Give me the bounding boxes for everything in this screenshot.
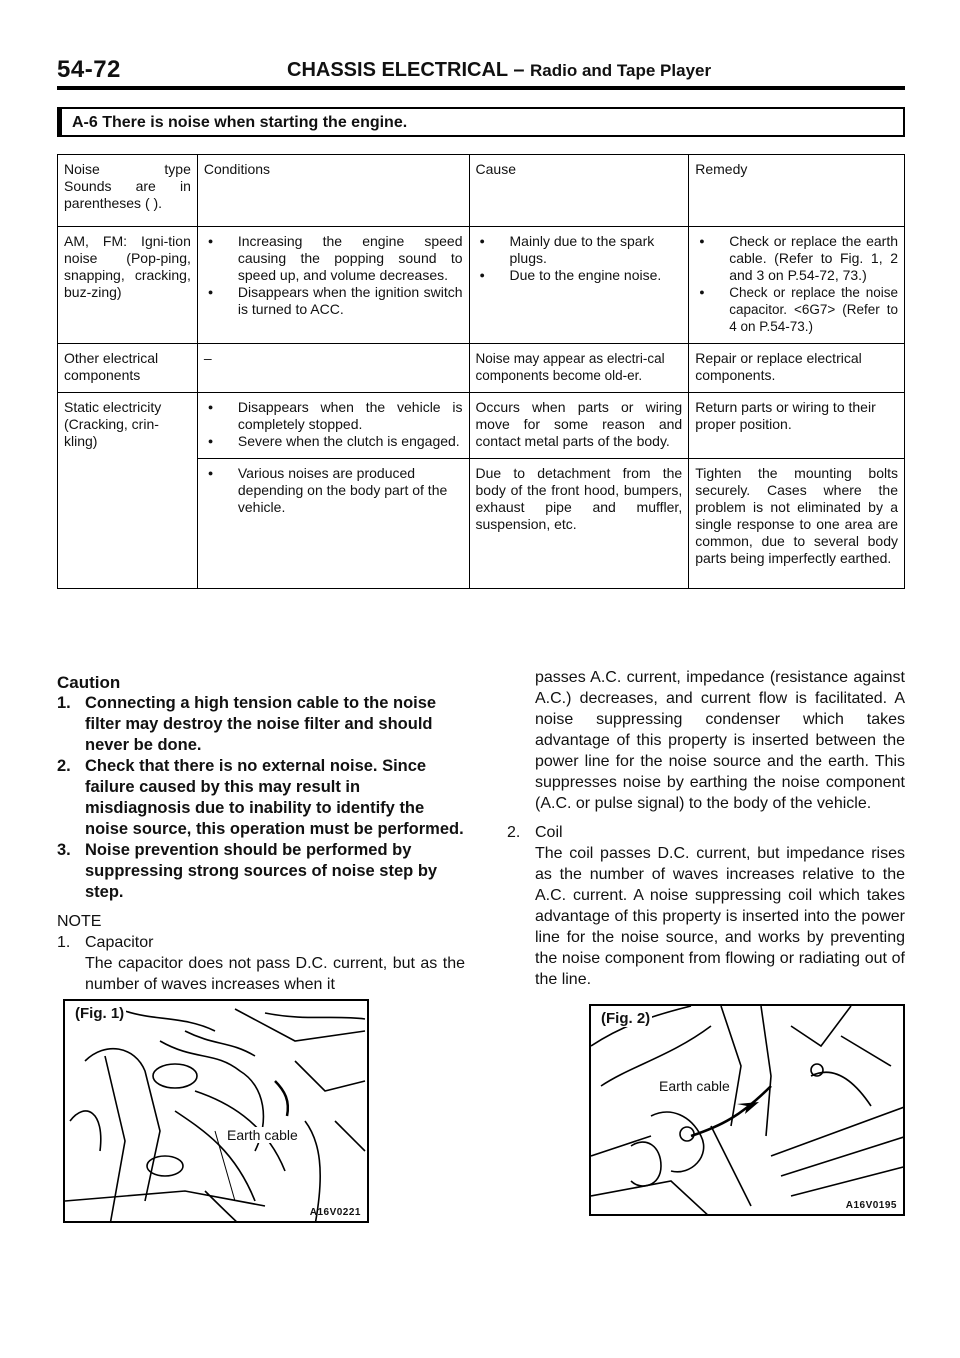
cell-remedy: Repair or replace electrical components. — [689, 344, 905, 393]
caution-text: Noise prevention should be performed by suppressing strong sources of noise step by step. — [85, 841, 438, 901]
chapter-name: CHASSIS ELECTRICAL — [287, 59, 508, 81]
figure-label: (Fig. 1) — [75, 1005, 125, 1022]
cell-remedy: Tighten the mounting bolts securely. Cases where the problem is not eliminated by a single response to one area are common, due to several body parts being imperfectly earthed. — [689, 459, 905, 589]
caution-item — [57, 756, 465, 840]
caution-item — [57, 693, 465, 756]
header-noise-type — [58, 155, 198, 227]
figure-code: A16V0195 — [845, 1200, 897, 1211]
list-item: ● Disappears when the vehicle is completely stopped. — [204, 399, 463, 433]
page-header — [57, 56, 905, 90]
table-header-row — [58, 155, 905, 227]
note-item-capacitor — [57, 932, 465, 995]
right-column — [507, 667, 905, 990]
note-number: 2. — [507, 824, 521, 841]
note-item-coil — [507, 822, 905, 990]
header-cause: Cause — [469, 155, 689, 227]
note-item-text: The capacitor does not pass D.C. current, but as the number of waves increases when it — [85, 955, 465, 993]
cell-conditions — [197, 459, 469, 589]
note-number: 1. — [57, 934, 71, 951]
caution-item — [57, 840, 465, 903]
figure-2-illustration — [591, 1006, 905, 1216]
list-item: ● Check or replace the earth cable. (Refer to Fig. 1, 2 and 3 on P.54-72, 73.) — [695, 233, 898, 284]
cell-conditions — [197, 393, 469, 459]
section-name: Radio and Tape Player — [530, 61, 712, 80]
list-item: ● Due to the engine noise. — [476, 267, 683, 284]
cell-remedy: Return parts or wiring to their proper position. — [689, 393, 905, 459]
cell-cause — [469, 227, 689, 344]
caution-number: 2. — [57, 757, 71, 775]
header-noise-type-line: Noise type — [64, 161, 191, 177]
cell-cause: Noise may appear as electri-cal components become old-er. — [469, 344, 689, 393]
list-item: ● Various noises are produced depending on the body part of the vehicle. — [204, 465, 463, 516]
page-number: 54-72 — [57, 56, 121, 83]
header-conditions: Conditions — [197, 155, 469, 227]
table-row — [58, 227, 905, 344]
caution-text: Connecting a high tension cable to the noise filter may destroy the noise filter and should never be done. — [85, 694, 437, 754]
diagnosis-title: A-6 There is noise when starting the engine. — [72, 114, 408, 131]
table-row — [58, 393, 905, 459]
header-remedy: Remedy — [689, 155, 905, 227]
table-row — [58, 344, 905, 393]
caution-text: Check that there is no external noise. Since failure caused by this may result in misdiagnosis due to inability to identify the noise source, this operation must be performed. — [85, 757, 464, 838]
cell-noise-type: Other electrical components — [58, 344, 198, 393]
list-item: ● Mainly due to the spark plugs. — [476, 233, 683, 267]
earth-cable-callout: Earth cable — [659, 1078, 730, 1094]
header-noise-type-line: Sounds are in — [64, 178, 191, 194]
figure-1-engine-earth-cable — [63, 999, 369, 1223]
cell-remedy — [689, 227, 905, 344]
left-column — [57, 672, 465, 995]
note-item-text: The coil passes D.C. current, but impedance rises as the number of waves increases relative to the A.C. current. A noise suppressing coil which takes advantage of this property is inserted into the power line for the noise source, and works by preventing the noise component from flowing or radiating out of the line. — [535, 845, 905, 988]
cell-conditions — [197, 227, 469, 344]
cell-cause: Due to detachment from the body of the front hood, bumpers, exhaust pipe and muffler, suspension, etc. — [469, 459, 689, 589]
chapter-separator: – — [513, 59, 525, 81]
caution-title: Caution — [57, 673, 121, 692]
figure-label: (Fig. 2) — [601, 1010, 651, 1027]
header-noise-type-line: parentheses ( ). — [64, 195, 163, 211]
cell-noise-type: Static electricity (Cracking, crin-kling) — [58, 393, 198, 589]
diagnosis-title-box — [57, 107, 905, 137]
list-item: ● Disappears when the ignition switch is turned to ACC. — [204, 284, 463, 318]
chapter-title — [287, 59, 711, 82]
caution-number: 3. — [57, 841, 71, 859]
caution-list — [57, 693, 465, 903]
earth-cable-callout: Earth cable — [227, 1127, 298, 1143]
note-title: NOTE — [57, 913, 102, 930]
figure-2-earth-cable — [589, 1004, 905, 1216]
cell-conditions: – — [197, 344, 469, 393]
note-item-title: Capacitor — [85, 934, 154, 951]
note-item-title: Coil — [535, 824, 563, 841]
cell-cause: Occurs when parts or wiring move for some reason and contact metal parts of the body. — [469, 393, 689, 459]
list-item: ● Increasing the engine speed causing the popping sound to speed up, and volume decreases. — [204, 233, 463, 284]
list-item: ● Check or replace the noise capacitor. <6G7> (Refer to 4 on P.54-73.) — [695, 284, 898, 335]
noise-diagnosis-table — [57, 154, 905, 589]
caution-number: 1. — [57, 694, 71, 712]
note-item-text-continued: passes A.C. current, impedance (resistance against A.C.) decreases, and current flow is facilitated. A noise suppressing condenser which takes advantage of this property is inserted between the power line for the noise source and the earth. This suppresses noise by earthing the noise component (A.C. or pulse signal) to the body of the vehicle. — [535, 669, 905, 812]
figure-1-illustration — [65, 1001, 369, 1223]
cell-noise-type: AM, FM: Igni-tion noise (Pop-ping, snapping, cracking, buz-zing) — [58, 227, 198, 344]
figure-code: A16V0221 — [309, 1207, 361, 1218]
list-item: ● Severe when the clutch is engaged. — [204, 433, 463, 450]
